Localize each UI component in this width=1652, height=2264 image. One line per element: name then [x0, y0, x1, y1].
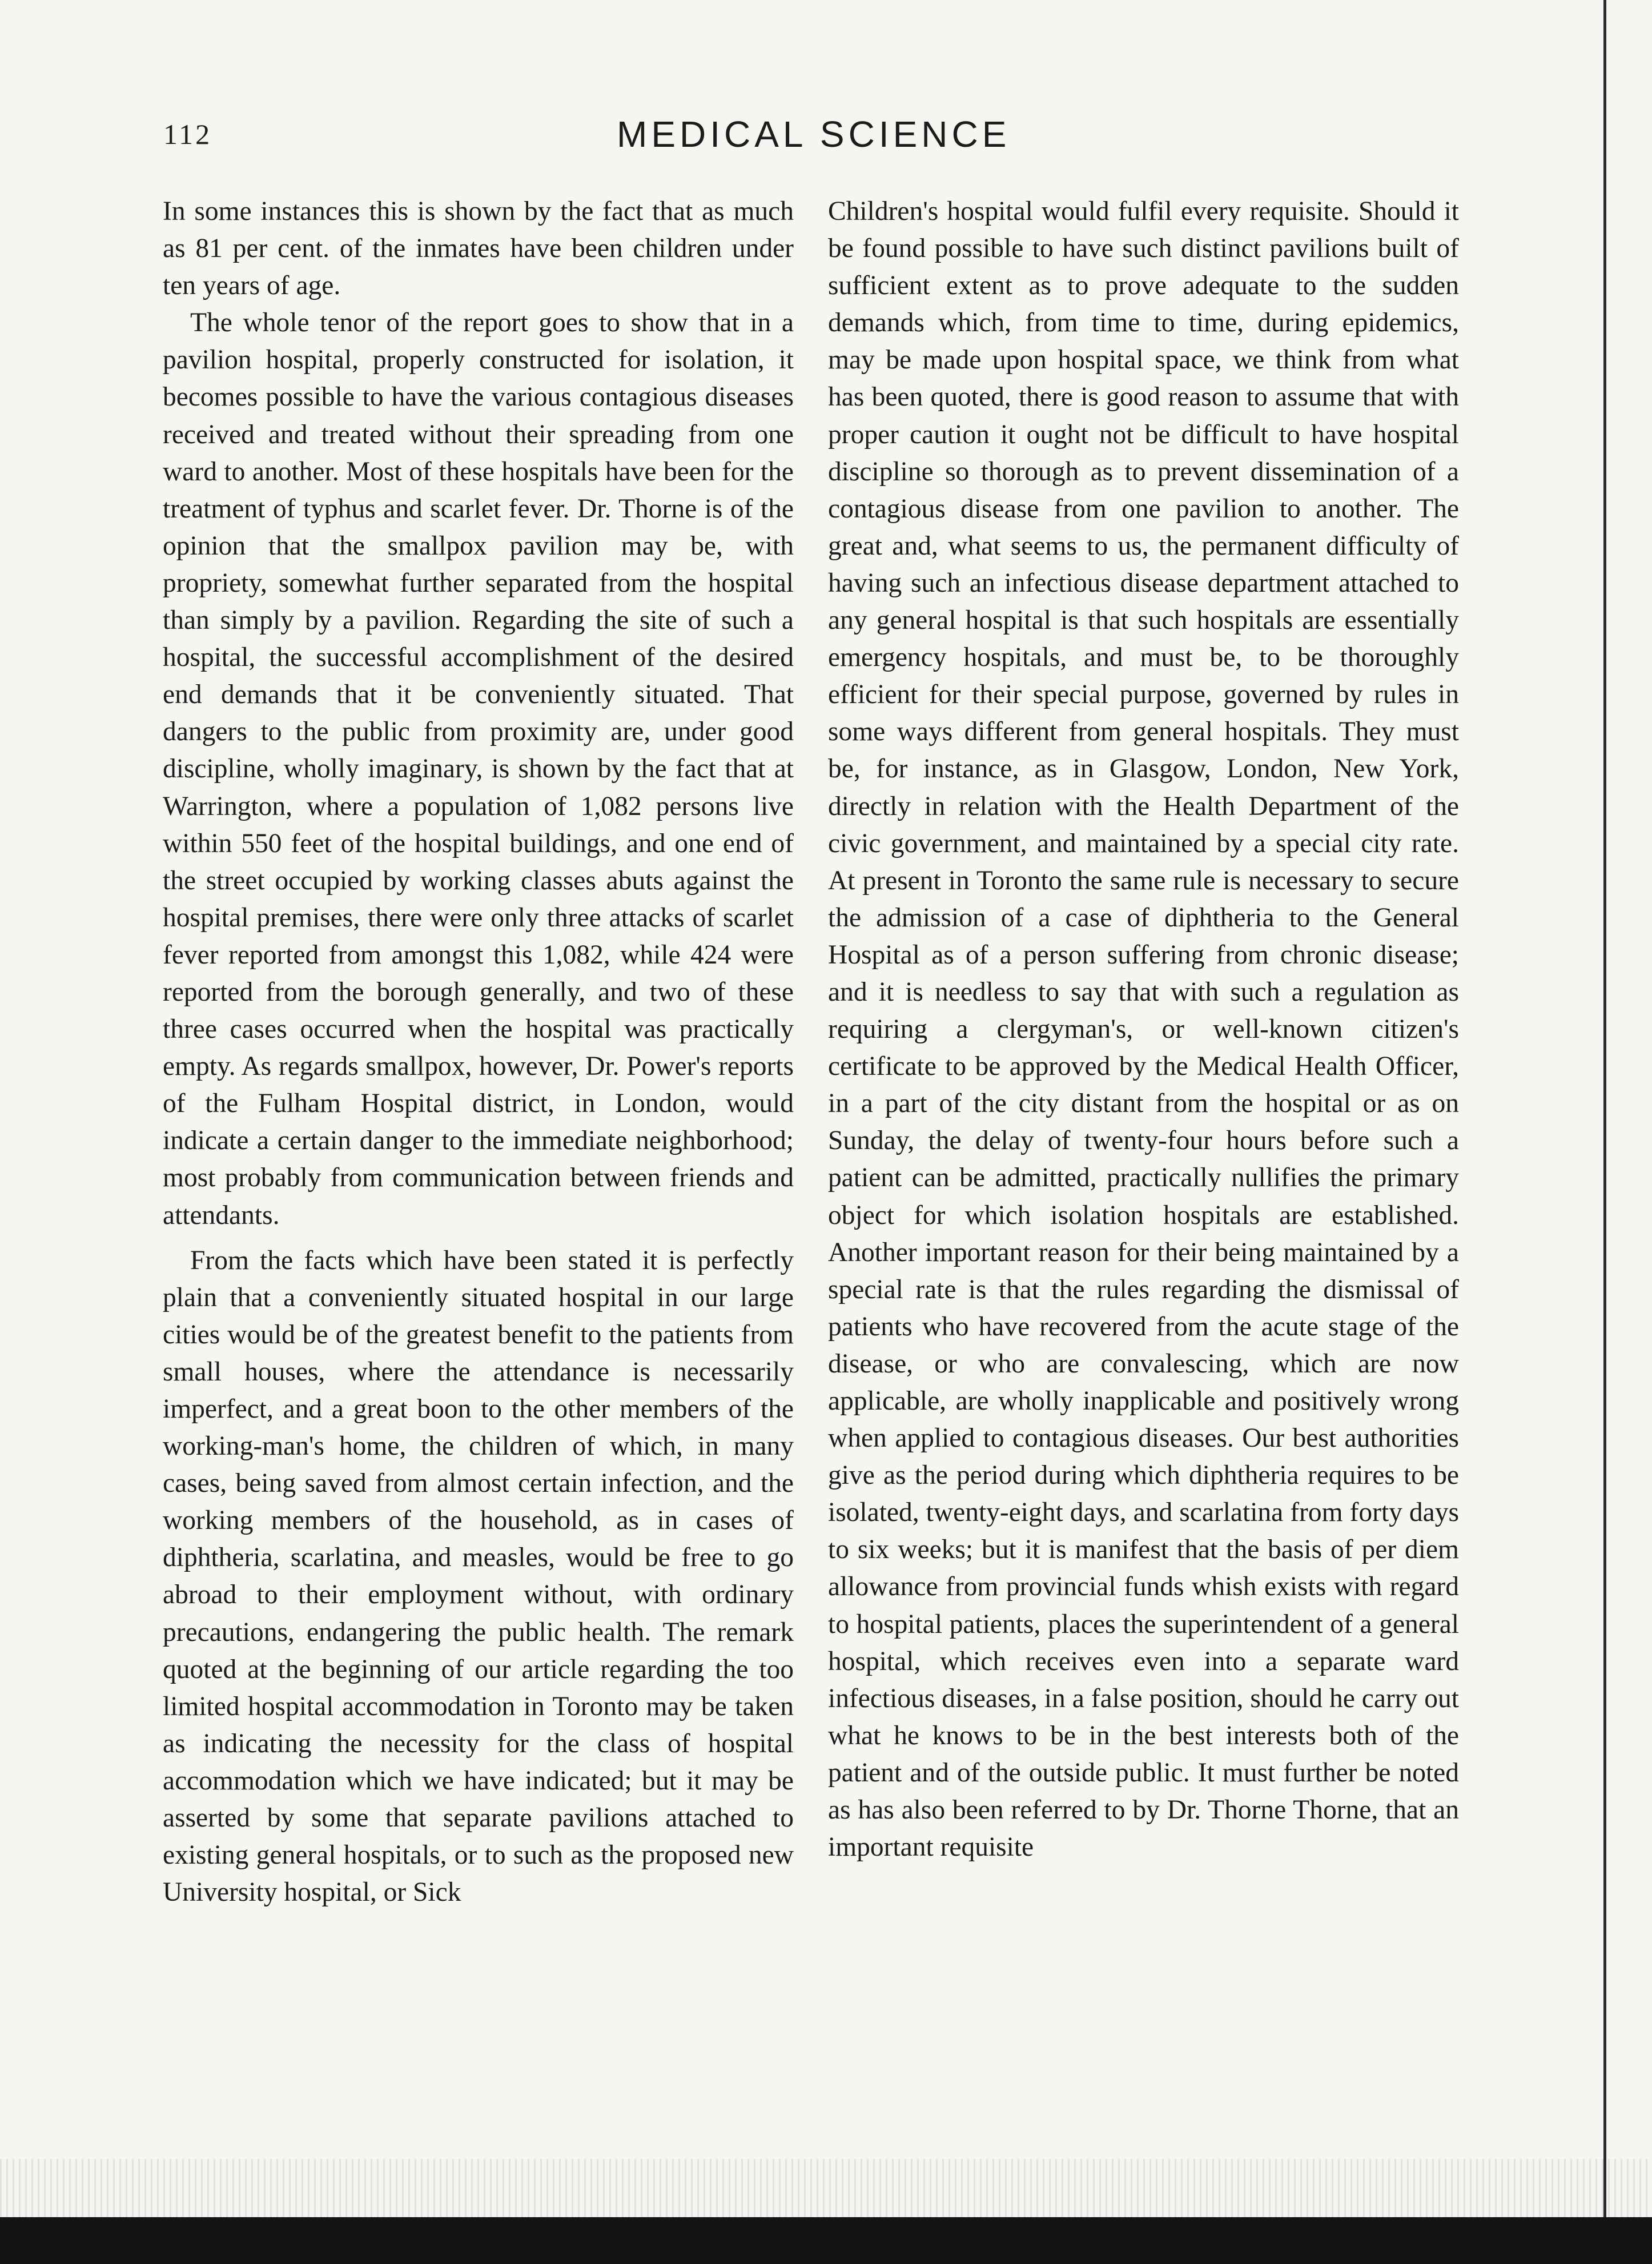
page-edge-rule	[1603, 0, 1606, 2264]
right-column	[828, 193, 1459, 1866]
paragraph: In some instances this is shown by the fact that as much as 81 per cent. of the inmates have been children under ten years of age.	[163, 196, 794, 301]
page-number: 112	[163, 118, 212, 150]
paragraph: The whole tenor of the report goes to show that in a pavilion hospital, properly constructed for isolation, it becomes possible to have the various contagious diseases received and treated without their spreading from one ward to another. Most of these hospitals have been for the treatment of typhus and scarlet fever. Dr. Thorne is of the opinion that the smallpox pavilion may be, with propriety, somewhat further separated from the hospital than simply by a pavilion. Regarding the site of such a hospital, the successful accomplishment of the desired end demands that it be conveniently situated. That dangers to the public from proximity are, under good discipline, wholly imaginary, is shown by the fact that at Warrington, where a population of 1,082 persons live within 550 feet of the hospital buildings, and one end of the street occupied by working classes abuts against the hospital premises, there were only three attacks of scarlet fever reported from amongst this 1,082, while 424 were reported from the borough generally, and two of these three cases occurred when the hospital was practically empty. As regards smallpox, however, Dr. Power's reports of the Fulham Hospital district, in London, would indicate a certain danger to the immediate neighborhood; most probably from communication between friends and attendants.	[163, 308, 794, 1230]
scan-noise	[0, 2159, 1652, 2217]
paragraph: From the facts which have been stated it is perfectly plain that a conveniently situated hospital in our large cities would be of the greatest benefit to the patients from small houses, where the attendance is necessarily imperfect, and a great boon to the other members of the working-man's home, the children of which, in many cases, being saved from almost certain infection, and the working members of the household, as in cases of diphtheria, scarlatina, and measles, would be free to go abroad to their employment without, with ordinary precautions, endangering the public health. The remark quoted at the beginning of our article regarding the too limited hospital accommodation in Toronto may be taken as indicating the necessity for the class of hospital accommodation which we have indicated; but it may be asserted by some that separate pavilions attached to existing general hospitals, or to such as the proposed new University hospital, or Sick	[163, 1245, 794, 1908]
scan-bottom-band	[0, 2217, 1652, 2264]
left-column	[163, 193, 794, 1911]
running-head: MEDICAL SCIENCE	[617, 114, 1011, 155]
paragraph: Children's hospital would fulfil every requisite. Should it be found possible to have such distinct pavilions built of sufficient extent as to prove adequate to the sudden demands which, from time to time, during epidemics, may be made upon hospital space, we think from what has been quoted, there is good reason to assume that with proper caution it ought not be difficult to have hospital discipline so thorough as to prevent dissemination of a contagious disease from one pavilion to another. The great and, what seems to us, the permanent difficulty of having such an infectious disease department attached to any general hospital is that such hospitals are essentially emergency hospitals, and must be, to be thoroughly efficient for their special purpose, governed by rules in some ways different from general hospitals. They must be, for instance, as in Glasgow, London, New York, directly in relation with the Health Department of the civic government, and maintained by a special city rate. At present in Toronto the same rule is necessary to secure the admission of a case of diphtheria to the General Hospital as of a person suffering from chronic disease; and it is needless to say that with such a regulation as requiring a clergyman's, or well-known citizen's certificate to be approved by the Medical Health Officer, in a part of the city distant from the hospital or as on Sunday, the delay of twenty-four hours before such a patient can be admitted, practically nullifies the primary object for which isolation hospitals are established. Another important reason for their being maintained by a special rate is that the rules regarding the dismissal of patients who have recovered from the acute stage of the disease, or who are convalescing, which are now applicable, are wholly inapplicable and positively wrong when applied to contagious diseases. Our best authorities give as the period during which diphtheria requires to be isolated, twenty-eight days, and scarlatina from forty days to six weeks; but it is manifest that the basis of per diem allowance from provincial funds whish exists with regard to hospital patients, places the superintendent of a general hospital, which receives even into a separate ward infectious diseases, in a false position, should he carry out what he knows to be in the best interests both of the patient and of the outside public. It must further be noted as has also been referred to by Dr. Thorne Thorne, that an important requisite	[828, 196, 1459, 1862]
